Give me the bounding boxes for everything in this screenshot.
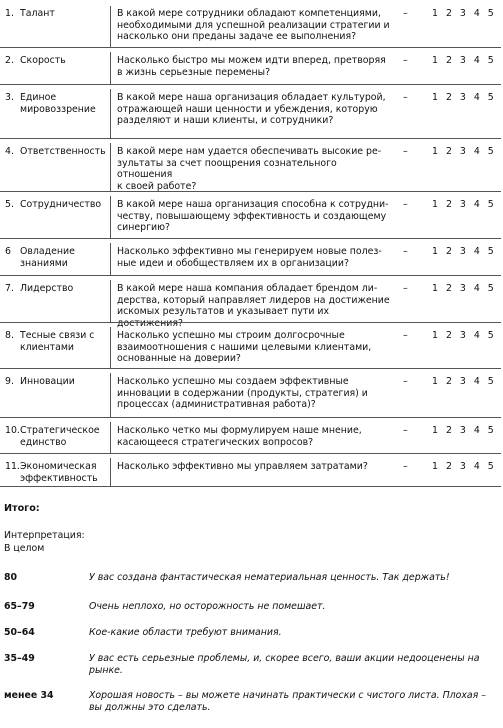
criterion-number: 9. xyxy=(5,376,14,387)
dash-mark: – xyxy=(403,330,408,341)
column-divider xyxy=(110,196,111,238)
question-line: В какой мере наша организация способна к сотрудни- xyxy=(117,199,389,210)
criterion-label: Сотрудничество xyxy=(20,199,102,210)
dash-mark: – xyxy=(403,92,408,103)
row-divider xyxy=(0,84,501,85)
question-line: В какой мере сотрудники обладают компетенциями, xyxy=(117,8,381,19)
question-text xyxy=(117,425,392,448)
row-divider xyxy=(0,47,501,48)
row-divider xyxy=(0,322,501,323)
question-line: к своей работе? xyxy=(117,180,197,192)
criterion-number: 8. xyxy=(5,330,14,341)
score-description: Кое-какие области требуют внимания. xyxy=(89,627,282,638)
dash-mark: – xyxy=(403,146,408,157)
dash-mark: – xyxy=(403,199,408,210)
criterion-label: Скорость xyxy=(20,55,66,66)
criterion-label: Ответственность xyxy=(20,146,106,157)
question-text xyxy=(117,461,392,473)
column-divider xyxy=(110,6,111,47)
question-line: зультаты за счет поощрения сознательного отношения xyxy=(117,157,337,181)
question-line: в жизнь серьезные перемены? xyxy=(117,66,271,78)
score-description: Хорошая новость – вы можете начинать практически с чистого листа. Плохая – вы должны это сделать. xyxy=(89,690,486,713)
criterion-label: Талант xyxy=(20,8,55,19)
rating-scale[interactable]: 1 2 3 4 5 xyxy=(432,425,495,436)
question-line: ные идеи и обобществляем их в организации? xyxy=(117,257,349,269)
column-divider xyxy=(110,280,111,322)
score-description: Очень неплохо, но осторожность не помешает. xyxy=(89,601,326,612)
score-range: 65–79 xyxy=(4,601,35,612)
score-range: 35–49 xyxy=(4,653,35,664)
score-description: У вас есть серьезные проблемы, и, скорее всего, ваши акции недооценены на рынке. xyxy=(89,653,480,676)
row-divider xyxy=(0,138,501,139)
rating-scale[interactable]: 1 2 3 4 5 xyxy=(432,246,495,257)
rating-scale[interactable]: 1 2 3 4 5 xyxy=(432,146,495,157)
criterion-label: Овладение знаниями xyxy=(20,246,75,269)
question-line: отражающей наши ценности и убеждения, которую xyxy=(117,103,378,115)
question-line: синергию? xyxy=(117,222,170,234)
criterion-label: Единое мировоззрение xyxy=(20,92,96,115)
column-divider xyxy=(110,373,111,417)
question-line: В какой мере наша организация обладает культурой, xyxy=(117,92,386,103)
question-text xyxy=(117,330,392,365)
score-range: 80 xyxy=(4,572,18,583)
question-line: честву, повышающему эффективность и создающему xyxy=(117,210,387,222)
interpretation-label: Интерпретация: xyxy=(4,530,85,541)
criterion-number: 7. xyxy=(5,283,14,294)
question-text xyxy=(117,246,392,269)
row-divider xyxy=(0,486,501,487)
question-line: Насколько быстро мы можем идти вперед, претворяя xyxy=(117,55,386,66)
dash-mark: – xyxy=(403,376,408,387)
question-line: Насколько эффективно мы управляем затратами? xyxy=(117,461,368,472)
dash-mark: – xyxy=(403,461,408,472)
row-divider xyxy=(0,191,501,192)
criterion-label: Стратегическое единство xyxy=(20,425,100,448)
criterion-number: 5. xyxy=(5,199,14,210)
question-text xyxy=(117,92,392,127)
dash-mark: – xyxy=(403,283,408,294)
row-divider xyxy=(0,275,501,276)
criterion-number: 11. xyxy=(5,461,20,472)
criterion-label: Экономическая эффективность xyxy=(20,461,98,484)
criterion-number: 10. xyxy=(5,425,20,436)
rating-scale[interactable]: 1 2 3 4 5 xyxy=(432,8,495,19)
criterion-label: Лидерство xyxy=(20,283,74,294)
question-line: инновации в содержании (продукты, стратегия) и xyxy=(117,387,368,399)
criterion-number: 1. xyxy=(5,8,14,19)
question-line: Насколько четко мы формулируем наше мнение, xyxy=(117,425,362,436)
criterion-number: 3. xyxy=(5,92,14,103)
score-range: 50–64 xyxy=(4,627,35,638)
dash-mark: – xyxy=(403,425,408,436)
criterion-number: 2. xyxy=(5,55,14,66)
question-line: насколько они преданы задаче ее выполнения? xyxy=(117,31,357,43)
question-line: искомых результатов и указывает пути их достижения? xyxy=(117,306,330,329)
question-line: Насколько успешно мы строим долгосрочные xyxy=(117,330,345,341)
question-text xyxy=(117,146,392,192)
column-divider xyxy=(110,327,111,368)
row-divider xyxy=(0,238,501,239)
rating-scale[interactable]: 1 2 3 4 5 xyxy=(432,92,495,103)
question-line: основанные на доверии? xyxy=(117,353,241,365)
question-line: В какой мере наша компания обладает брендом ли- xyxy=(117,283,378,294)
column-divider xyxy=(110,422,111,453)
dash-mark: – xyxy=(403,8,408,19)
rating-scale[interactable]: 1 2 3 4 5 xyxy=(432,330,495,341)
question-line: процессах (административная работа)? xyxy=(117,399,316,411)
column-divider xyxy=(110,143,111,191)
criterion-number: 4. xyxy=(5,146,14,157)
question-line: касающееся стратегических вопросов? xyxy=(117,436,314,448)
question-text xyxy=(117,8,392,43)
rating-scale[interactable]: 1 2 3 4 5 xyxy=(432,461,495,472)
rating-scale[interactable]: 1 2 3 4 5 xyxy=(432,376,495,387)
criterion-number: 6 xyxy=(5,246,11,257)
dash-mark: – xyxy=(403,246,408,257)
row-divider xyxy=(0,453,501,454)
rating-scale[interactable]: 1 2 3 4 5 xyxy=(432,55,495,66)
totals-label: Итого: xyxy=(4,503,40,514)
criterion-label: Тесные связи с клиентами xyxy=(20,330,95,353)
row-divider xyxy=(0,417,501,418)
rating-scale[interactable]: 1 2 3 4 5 xyxy=(432,283,495,294)
question-text xyxy=(117,55,392,78)
question-line: разделяют и наши клиенты, и сотрудники? xyxy=(117,115,334,127)
question-line: необходимыми для успешной реализации стратегии и xyxy=(117,19,390,31)
overall-label: В целом xyxy=(4,542,45,554)
column-divider xyxy=(110,243,111,275)
rating-scale[interactable]: 1 2 3 4 5 xyxy=(432,199,495,210)
score-range: менее 34 xyxy=(4,690,54,701)
question-line: В какой мере нам удается обеспечивать высокие ре- xyxy=(117,146,382,157)
question-line: Насколько эффективно мы генерируем новые полез- xyxy=(117,246,382,257)
row-divider xyxy=(0,368,501,369)
criterion-label: Инновации xyxy=(20,376,75,387)
question-line: Насколько успешно мы создаем эффективные xyxy=(117,376,349,387)
column-divider xyxy=(110,89,111,138)
column-divider xyxy=(110,458,111,486)
dash-mark: – xyxy=(403,55,408,66)
question-line: взаимоотношения с нашими целевыми клиентами, xyxy=(117,341,372,353)
question-line: дерства, который направляет лидеров на достижение xyxy=(117,294,390,306)
interpretation-block xyxy=(4,530,204,555)
question-text xyxy=(117,199,392,234)
question-text xyxy=(117,376,392,411)
column-divider xyxy=(110,52,111,84)
score-description: У вас создана фантастическая нематериальная ценность. Так держать! xyxy=(89,572,450,583)
